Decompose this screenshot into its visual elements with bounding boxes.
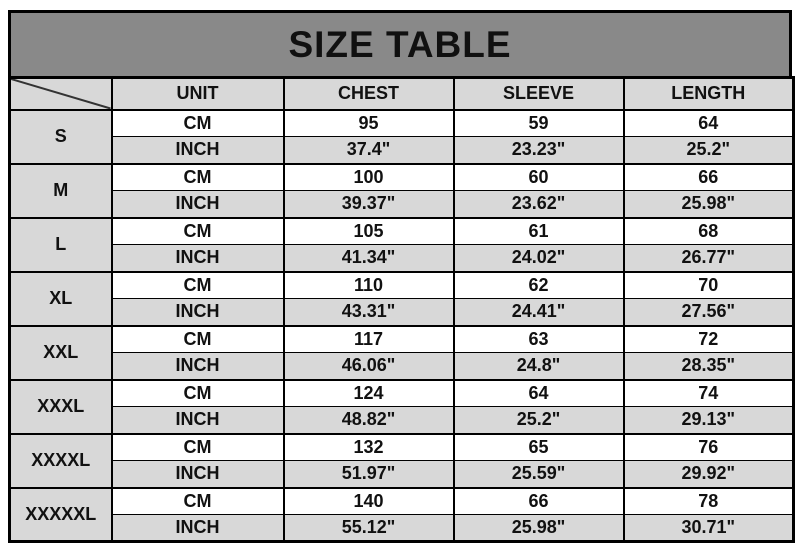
unit-cell: CM	[112, 488, 284, 515]
chest-cell: 41.34"	[284, 245, 454, 272]
column-header-sleeve: SLEEVE	[454, 78, 624, 110]
chest-cell: 55.12"	[284, 515, 454, 542]
unit-cell: CM	[112, 110, 284, 137]
row-xxxxl-cm	[10, 434, 794, 461]
sleeve-cell: 59	[454, 110, 624, 137]
length-cell: 70	[624, 272, 794, 299]
unit-cell: CM	[112, 380, 284, 407]
unit-cell: CM	[112, 218, 284, 245]
chest-cell: 100	[284, 164, 454, 191]
length-cell: 26.77"	[624, 245, 794, 272]
row-xxxxxl-cm	[10, 488, 794, 515]
row-m-cm	[10, 164, 794, 191]
length-cell: 76	[624, 434, 794, 461]
size-label: XXL	[10, 326, 112, 380]
row-xxxxxl-inch	[10, 515, 794, 542]
row-l-inch	[10, 245, 794, 272]
size-label: S	[10, 110, 112, 164]
size-label: XXXL	[10, 380, 112, 434]
unit-cell: INCH	[112, 137, 284, 164]
chest-cell: 43.31"	[284, 299, 454, 326]
length-cell: 78	[624, 488, 794, 515]
sleeve-cell: 24.8"	[454, 353, 624, 380]
chest-cell: 39.37"	[284, 191, 454, 218]
row-xxxl-inch	[10, 407, 794, 434]
unit-cell: CM	[112, 164, 284, 191]
length-cell: 25.98"	[624, 191, 794, 218]
chest-cell: 140	[284, 488, 454, 515]
unit-cell: INCH	[112, 245, 284, 272]
sleeve-cell: 24.41"	[454, 299, 624, 326]
length-cell: 74	[624, 380, 794, 407]
diagonal-line-icon	[11, 79, 111, 109]
row-xxxl-cm	[10, 380, 794, 407]
size-label: L	[10, 218, 112, 272]
sleeve-cell: 25.59"	[454, 461, 624, 488]
unit-cell: CM	[112, 326, 284, 353]
row-xxl-inch	[10, 353, 794, 380]
length-cell: 28.35"	[624, 353, 794, 380]
unit-cell: INCH	[112, 461, 284, 488]
row-m-inch	[10, 191, 794, 218]
row-xl-inch	[10, 299, 794, 326]
column-header-chest: CHEST	[284, 78, 454, 110]
sleeve-cell: 61	[454, 218, 624, 245]
size-label: M	[10, 164, 112, 218]
header-row	[10, 78, 794, 110]
sleeve-cell: 64	[454, 380, 624, 407]
length-cell: 25.2"	[624, 137, 794, 164]
length-cell: 68	[624, 218, 794, 245]
length-cell: 66	[624, 164, 794, 191]
chest-cell: 110	[284, 272, 454, 299]
length-cell: 27.56"	[624, 299, 794, 326]
sleeve-cell: 62	[454, 272, 624, 299]
table-title: SIZE TABLE	[288, 23, 512, 65]
row-xl-cm	[10, 272, 794, 299]
unit-cell: INCH	[112, 353, 284, 380]
size-label: XL	[10, 272, 112, 326]
unit-cell: INCH	[112, 515, 284, 542]
sleeve-cell: 60	[454, 164, 624, 191]
length-cell: 72	[624, 326, 794, 353]
chest-cell: 132	[284, 434, 454, 461]
row-l-cm	[10, 218, 794, 245]
length-cell: 64	[624, 110, 794, 137]
sleeve-cell: 63	[454, 326, 624, 353]
row-xxxxl-inch	[10, 461, 794, 488]
chest-cell: 124	[284, 380, 454, 407]
chest-cell: 37.4"	[284, 137, 454, 164]
chest-cell: 46.06"	[284, 353, 454, 380]
size-label: XXXXXL	[10, 488, 112, 542]
unit-cell: CM	[112, 434, 284, 461]
length-cell: 29.13"	[624, 407, 794, 434]
chest-cell: 48.82"	[284, 407, 454, 434]
chest-cell: 95	[284, 110, 454, 137]
sleeve-cell: 25.2"	[454, 407, 624, 434]
column-header-length: LENGTH	[624, 78, 794, 110]
sleeve-cell: 66	[454, 488, 624, 515]
sleeve-cell: 23.62"	[454, 191, 624, 218]
unit-cell: INCH	[112, 191, 284, 218]
length-cell: 29.92"	[624, 461, 794, 488]
unit-cell: CM	[112, 272, 284, 299]
chest-cell: 105	[284, 218, 454, 245]
size-label: XXXXL	[10, 434, 112, 488]
corner-diagonal-cell	[10, 78, 112, 110]
chest-cell: 51.97"	[284, 461, 454, 488]
unit-cell: INCH	[112, 299, 284, 326]
table-title-banner	[8, 10, 792, 76]
sleeve-cell: 25.98"	[454, 515, 624, 542]
sleeve-cell: 24.02"	[454, 245, 624, 272]
chest-cell: 117	[284, 326, 454, 353]
size-table	[8, 76, 795, 543]
row-xxl-cm	[10, 326, 794, 353]
sleeve-cell: 65	[454, 434, 624, 461]
row-s-inch	[10, 137, 794, 164]
unit-cell: INCH	[112, 407, 284, 434]
length-cell: 30.71"	[624, 515, 794, 542]
sleeve-cell: 23.23"	[454, 137, 624, 164]
column-header-unit: UNIT	[112, 78, 284, 110]
row-s-cm	[10, 110, 794, 137]
